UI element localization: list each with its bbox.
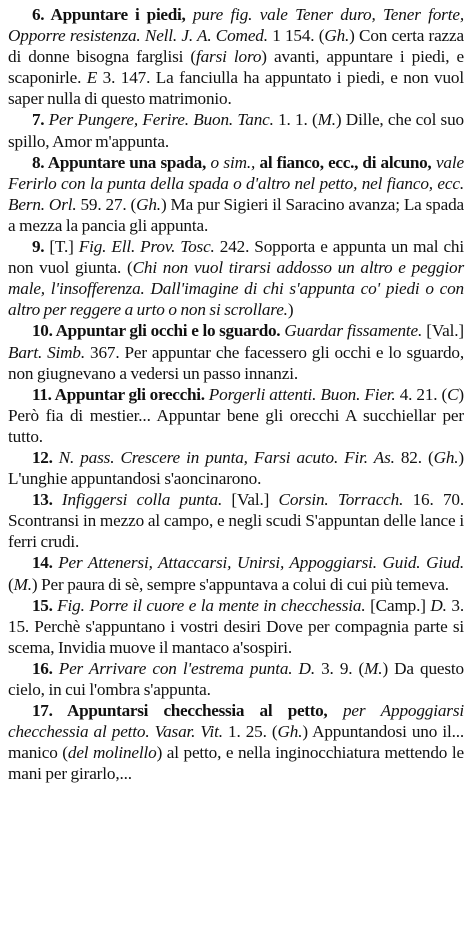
entry-17 [8, 700, 464, 784]
entry-text-segment: 10. Appuntar gli occhi e lo sguardo. [32, 321, 281, 341]
entry-text-segment: 16. [32, 658, 53, 678]
entry-text-segment: M. [364, 658, 383, 678]
entry-text-segment: 3. 9. ( [314, 658, 365, 678]
entry-text-segment: M. [317, 110, 336, 130]
entry-text-segment: Gh. [136, 194, 161, 214]
entry-text-segment: 82. ( [394, 447, 434, 467]
entry-text-segment: ) Appuntandosi uno il... manico ( [8, 722, 465, 763]
entry-text-segment: 17. Appuntarsi checchessia al petto, [32, 701, 328, 721]
entry-text-segment: per Appoggiarsi checchessia al petto. Vasar. Vit. [8, 701, 464, 742]
entry-text-segment: [Camp.] [365, 595, 426, 615]
entry-text-segment: ) [287, 300, 294, 320]
entry-text-segment: 9. [32, 237, 45, 257]
entry-text-segment: Per Arrivare con l'estrema punta. D. [52, 658, 315, 678]
entry-text-segment: 7. [32, 110, 45, 130]
entry-text-segment: ) Dille, che col suo spillo, Amor m'appunta. [8, 110, 464, 151]
entry-text-segment: Guardar fissamente. [280, 321, 423, 341]
entry-16 [8, 658, 464, 700]
entry-text-segment: 12. [32, 447, 53, 467]
entry-text-segment: 367. Per appuntar che facessero gli occhi e lo sguardo, non giugnevano a vedersi un passo innanzi. [8, 342, 464, 383]
entry-text-segment: vale Ferirlo con la punta della spada o d'altro nel petto, nel fianco, ecc. Bern. Orl. [8, 152, 464, 214]
entry-text-segment: Chi non vuol tirarsi addosso un altro e peggior male, l'insofferenza. Dall'imagine di chi s'appunta co' piedi o con altro per reggere a urto o non si scrollare. [8, 258, 465, 320]
entry-13 [8, 489, 464, 552]
entry-10 [8, 320, 464, 383]
entry-text-segment: pure fig. vale Tener duro, Tener forte, Opporre resistenza. Nell. J. A. Comed. [8, 5, 464, 46]
entry-text-segment: 8. Appuntare una spada, [32, 152, 206, 172]
entry-text-segment: ) Però fia di mestier... Appuntar bene gli orecchi A succhiellar per tutto. [8, 384, 464, 446]
entry-text-segment: 4. 21. ( [395, 384, 448, 404]
entry-text-segment: Infiggersi colla punta. [52, 490, 223, 510]
entry-text-segment: Fig. Ell. Prov. Tosc. [73, 237, 215, 257]
entry-text-segment: Gh. [277, 722, 303, 742]
entry-text-segment: Fig. Porre il cuore e la mente in checchessia. [52, 595, 366, 615]
entry-text-segment: 11. Appuntar gli orecchi. [32, 384, 205, 404]
entry-text-segment: ) avanti, appuntare i piedi, e scaponirle. [8, 47, 464, 88]
entry-text-segment: del molinello [67, 743, 157, 763]
entry-text-segment: 59. 27. ( [76, 194, 137, 214]
entry-text-segment: [Val.] [222, 490, 270, 510]
entry-text-segment: 15. [32, 595, 53, 615]
entry-text-segment: Per Attenersi, Attaccarsi, Unirsi, Appoggiarsi. Guid. Giud. [52, 553, 464, 573]
entry-6 [8, 4, 464, 109]
entry-text-segment: ) Da questo cielo, in cui l'ombra s'appunta. [8, 658, 464, 699]
entry-text-segment: M. [13, 574, 32, 594]
entry-text-segment: ) al petto, e nella inginocchiatura mettendo le mani per girarlo,... [8, 743, 464, 784]
entry-7 [8, 109, 464, 151]
entry-text-segment: 3. 147. La fanciulla ha appuntato i piedi, e non vuol saper nulla di questo matrimonio. [8, 68, 464, 109]
entry-8 [8, 152, 464, 236]
entry-text-segment: al fianco, ecc., di alcuno, [255, 152, 432, 172]
entry-text-segment: Bart. Simb. [8, 342, 86, 362]
entry-12 [8, 447, 464, 489]
entry-text-segment: Gh. [433, 447, 459, 467]
entry-text-segment: ) L'unghie appuntandosi s'aoncinarono. [8, 447, 464, 489]
entry-text-segment: 16. 70. Scontransi in mezzo al campo, e negli scudi S'appuntan delle lance i ferri crudi. [8, 490, 464, 552]
entry-11 [8, 384, 464, 447]
entry-text-segment: D. [425, 595, 447, 615]
entry-text-segment: Corsin. Torracch. [269, 490, 404, 510]
entry-text-segment: Porgerli attenti. Buon. Fier. [204, 384, 396, 404]
entry-text-segment: ( [8, 574, 14, 594]
entry-text-segment: 1. 1. ( [273, 110, 318, 130]
entry-text-segment: 3. 15. Perchè s'appuntano i vostri desiri Dove per compagnia parte si scema, Invidia muove il mantaco a'sospiri. [8, 595, 464, 657]
entry-14 [8, 552, 464, 594]
entry-text-segment: C [447, 384, 459, 404]
entry-text-segment: o sim., [205, 152, 256, 172]
entry-text-segment: E [81, 68, 98, 88]
entry-text-segment: ) Ma pur Sigieri il Saracino avanza; La spada a mezza la pancia gli appunta. [8, 194, 464, 235]
entry-text-segment: 14. [32, 553, 53, 573]
entry-text-segment: Gh. [324, 26, 350, 46]
entry-text-segment: 1. 25. ( [222, 722, 278, 742]
entry-text-segment: [T.] [44, 237, 74, 257]
entry-text-segment: 13. [32, 490, 53, 510]
entry-9 [8, 236, 464, 320]
entry-text-segment: Per Pungere, Ferire. Buon. Tanc. [44, 110, 274, 130]
entry-text-segment: farsi loro [195, 47, 262, 67]
entry-text-segment: 242. Sopporta e appunta un mal chi non vuol giunta. ( [8, 237, 464, 278]
entry-text-segment: [Val.] [422, 321, 464, 341]
entry-text-segment: ) Con certa razza di donne bisogna farglisi ( [8, 26, 464, 67]
entry-text-segment: ) Per paura di sè, sempre s'appuntava a colui di cui più temeva. [31, 574, 449, 594]
entry-text-segment: 1 154. ( [267, 26, 325, 46]
entry-15 [8, 595, 464, 658]
entry-text-segment: 6. Appuntare i piedi, [32, 5, 186, 24]
entry-text-segment: N. pass. Crescere in punta, Farsi acuto. Fir. As. [52, 447, 395, 467]
